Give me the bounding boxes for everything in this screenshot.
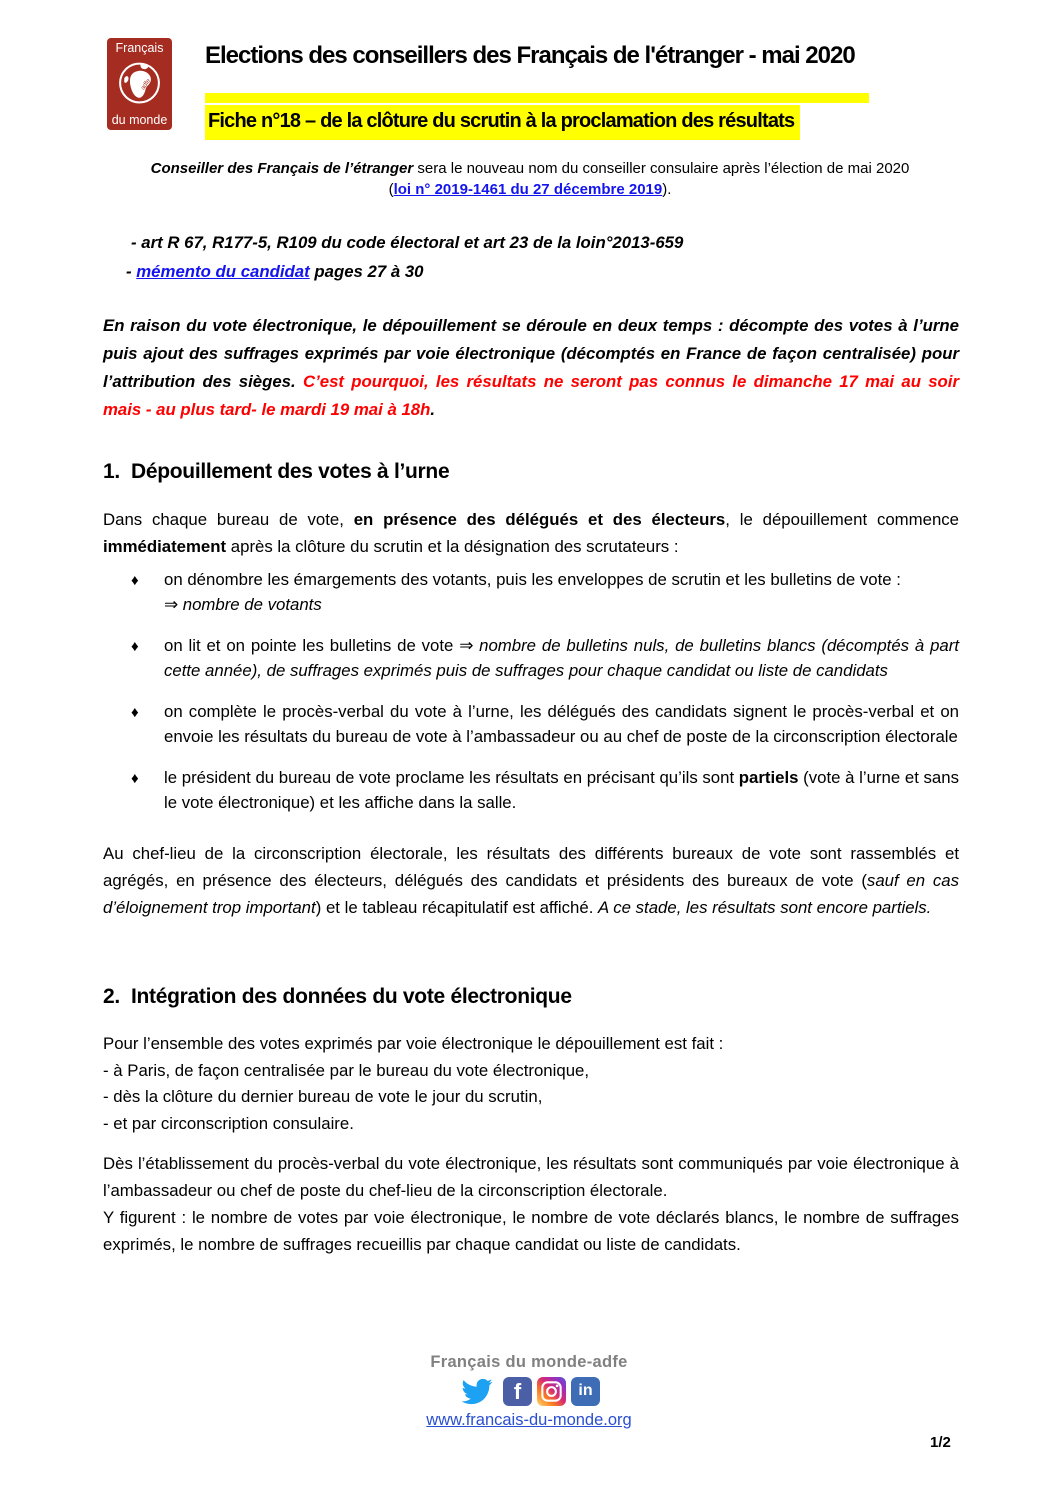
legal-references [126, 228, 683, 286]
list-item [103, 633, 959, 683]
section-1-closing-paragraph: Au chef-lieu de la circonscription électorale, les résultats des différents bureaux de vote sont rassemblés et agrégés, en présence des électeurs, délégués des candidats et présidents des bureaux de vote (sauf en cas d’éloignement trop important) et le tableau récapitulatif est affiché. A ce stade, les résultats sont encore partiels. [103, 844, 959, 917]
francais-du-monde-logo [107, 38, 172, 130]
globe-icon [116, 56, 163, 108]
intro-note-emphasis: Conseiller des Français de l’étranger [150, 160, 414, 177]
section-1-bullet-list [103, 567, 959, 831]
list-item [103, 567, 959, 617]
logo-text-bottom: du monde [111, 113, 168, 127]
paren-close: ). [662, 181, 672, 198]
bullet-text: on complète le procès-verbal du vote à l’urne, les délégués des candidats signent le procès-verbal et on envoie les résultats du bureau de vote à l’ambassadeur ou au chef de poste de la circonscription électorale [164, 702, 959, 746]
linkedin-icon[interactable]: in [571, 1377, 600, 1406]
lead-paragraph: En raison du vote électronique, le dépouillement se déroule en deux temps : décompte des votes à l’urne puis ajout des suffrages exprimés par voie électronique (décomptés en France de façon centralisée) pour l’attribution des sièges. C’est pourquoi, les résultats ne seront pas connus le dimanche 17 mai au soir mais - au plus tard- le mardi 19 mai à 18h. [103, 316, 960, 419]
footer [0, 1353, 1058, 1430]
intro-note-rest: sera le nouveau nom du conseiller consulaire après l’élection de mai 2020 [413, 160, 910, 177]
list-item [103, 765, 959, 815]
section-2-heading [103, 985, 572, 1009]
section-2-paragraph-1 [103, 1031, 959, 1137]
page-title: Elections des conseillers des Français de l'étranger - mai 2020 [205, 42, 855, 69]
reference-memento [126, 257, 683, 286]
intro-note-line-2 [103, 181, 957, 198]
section-1-title: Dépouillement des votes à l’urne [131, 460, 450, 483]
intro-note-line-1 [103, 160, 957, 177]
website-link[interactable]: www.francais-du-monde.org [426, 1411, 632, 1429]
paragraph-line: - et par circonscription consulaire. [103, 1113, 354, 1133]
twitter-icon[interactable] [458, 1375, 498, 1407]
paren-open: ( [388, 181, 394, 198]
section-2-paragraph-2: Dès l’établissement du procès-verbal du vote électronique, les résultats sont communiqués par voie électronique à l’ambassadeur ou chef de poste du chef-lieu de la circonscription électorale. Y figurent : le nombre de votes par voie électronique, le nombre de vote déclarés blancs, le nombre de suffrages exprimés, le nombre de suffrages recueillis par chaque candidat ou liste de candidats. [103, 1154, 959, 1254]
yellow-highlight-strip [205, 93, 869, 103]
bullet-text: le président du bureau de vote proclame les résultats en précisant qu’ils sont partiels (vote à l’urne et sans le vote électronique) et les affiche dans la salle. [164, 768, 959, 812]
logo-text-top: Français [115, 41, 164, 55]
section-2-number: 2. [103, 985, 120, 1008]
diamond-bullet-icon: ♦ [131, 638, 139, 655]
instagram-icon[interactable] [537, 1377, 566, 1406]
section-2-title: Intégration des données du vote électronique [131, 985, 572, 1008]
page-number: 1/2 [930, 1434, 951, 1451]
logo-globe-text: adfe [139, 77, 153, 92]
reference-memento-pages: pages 27 à 30 [309, 262, 424, 281]
bullet-text: on lit et on pointe les bulletins de vote ⇒ nombre de bulletins nuls, de bulletins blancs (décomptés à part cette année), de suffrages exprimés puis de suffrages pour chaque candidat ou liste de candidats [164, 636, 959, 680]
reference-articles: - art R 67, R177-5, R109 du code électoral et art 23 de la loin°2013-659 [131, 233, 684, 252]
paragraph-line: - dès la clôture du dernier bureau de vote le jour du scrutin, [103, 1087, 543, 1106]
list-item [103, 699, 959, 749]
facebook-icon[interactable]: f [503, 1377, 532, 1406]
dash: - [126, 262, 137, 281]
social-icons-row [0, 1375, 1058, 1407]
diamond-bullet-icon: ♦ [131, 572, 139, 589]
paragraph-line: Pour l’ensemble des votes exprimés par voie électronique le dépouillement est fait : [103, 1034, 724, 1053]
law-link[interactable]: loi n° 2019-1461 du 27 décembre 2019 [393, 181, 663, 198]
bullet-text: on dénombre les émargements des votants, puis les enveloppes de scrutin et les bulletins de vote : ⇒ nombre de votants [164, 570, 901, 614]
section-1-number: 1. [103, 460, 120, 483]
footer-brand: Français du monde-adfe [430, 1353, 628, 1371]
section-1-heading [103, 460, 449, 484]
diamond-bullet-icon: ♦ [131, 704, 139, 721]
paragraph-line: - à Paris, de façon centralisée par le bureau du vote électronique, [103, 1060, 590, 1080]
memento-link[interactable]: mémento du candidat [136, 262, 310, 281]
section-1-intro: Dans chaque bureau de vote, en présence des délégués et des électeurs, le dépouillement commence immédiatement après la clôture du scrutin et la désignation des scrutateurs : [103, 510, 960, 556]
page-subtitle: Fiche n°18 – de la clôture du scrutin à la proclamation des résultats [205, 105, 800, 140]
diamond-bullet-icon: ♦ [131, 770, 139, 787]
